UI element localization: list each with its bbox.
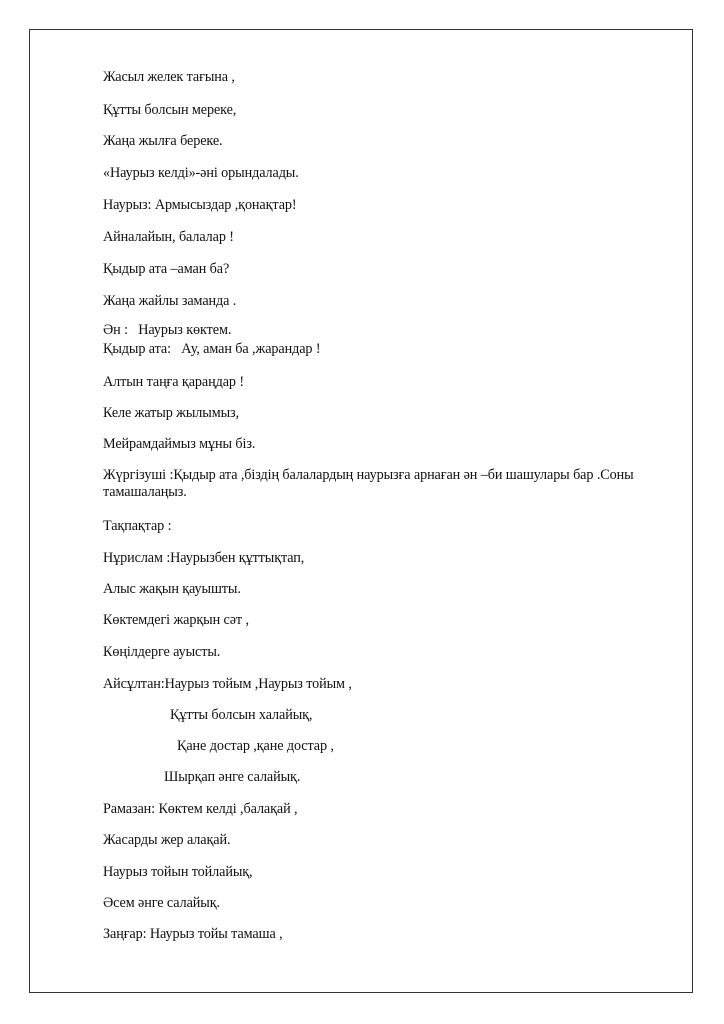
text-line-speaker: Қыдыр ата: Ау, аман ба ,жарандар ! [103, 341, 321, 357]
text-line: Жаңа жылға береке. [103, 133, 223, 149]
text-line-speaker: Рамазан: Көктем келді ,балақай , [103, 801, 298, 817]
text-line-speaker: Нұрислам :Наурызбен құттықтап, [103, 550, 305, 566]
text-line-speaker: Заңғар: Наурыз тойы тамаша , [103, 926, 283, 942]
text-line-song: Ән : Наурыз көктем. [103, 322, 232, 338]
text-line: Қыдыр ата –аман ба? [103, 261, 230, 277]
text-line: «Наурыз келді»-әні орындалады. [103, 165, 299, 181]
text-line-speaker: Айсұлтан:Наурыз тойым ,Наурыз тойым , [103, 676, 352, 692]
text-line: Наурыз тойын тойлайық, [103, 864, 253, 880]
text-line: Көктемдегі жарқын сәт , [103, 612, 249, 628]
text-line-indented: Құтты болсын халайық, [170, 707, 313, 723]
text-line: Айналайын, балалар ! [103, 229, 234, 245]
text-line: Мейрамдаймыз мұны біз. [103, 436, 256, 452]
text-line: Жасыл желек тағына , [103, 69, 235, 85]
text-line: Әсем әнге салайық. [103, 895, 220, 911]
text-line-indented: Шырқап әнге салайық. [164, 769, 301, 785]
text-line: Жасарды жер алақай. [103, 832, 231, 848]
text-line: Алыс жақын қауышты. [103, 581, 241, 597]
text-line: Көңілдерге ауысты. [103, 644, 221, 660]
text-line: Наурыз: Армысыздар ,қонақтар! [103, 197, 297, 213]
text-line-indented: Қане достар ,қане достар , [177, 738, 334, 754]
text-paragraph-presenter: Жүргізуші :Қыдыр ата ,біздің балалардың наурызға арнаған ән –би шашулары бар .Соны тамашалаңыз. [103, 467, 634, 500]
section-heading: Тақпақтар : [103, 518, 172, 534]
text-line: Құтты болсын мереке, [103, 102, 237, 118]
text-line: Келе жатыр жылымыз, [103, 405, 239, 421]
text-line: Алтын таңға қараңдар ! [103, 374, 244, 390]
text-line: Жаңа жайлы заманда . [103, 293, 237, 309]
